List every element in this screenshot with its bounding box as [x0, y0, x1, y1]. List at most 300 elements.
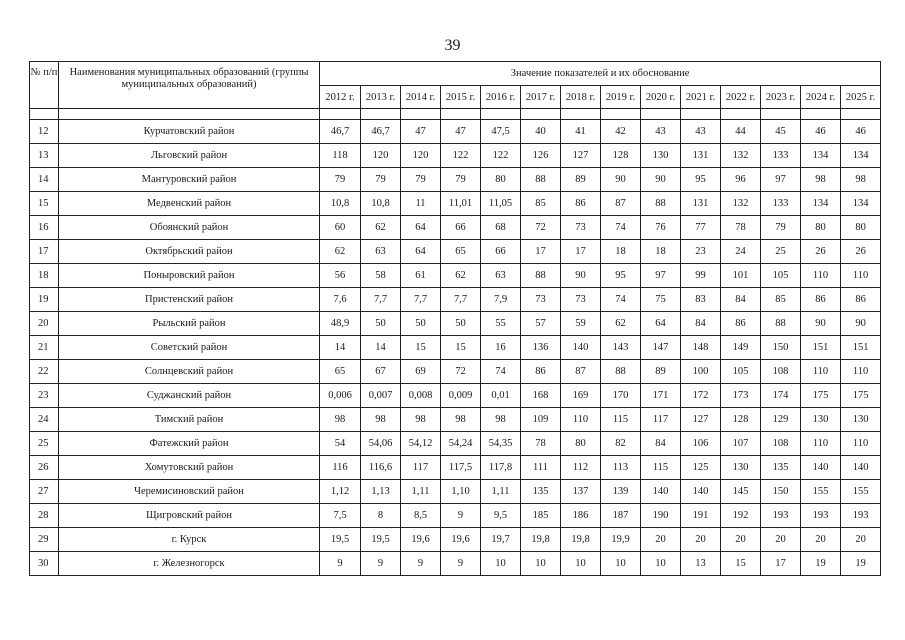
value-cell: 20 — [761, 528, 801, 552]
municipality-name-cell: Черемисиновский район — [59, 480, 320, 504]
value-cell: 17 — [561, 240, 601, 264]
value-cell: 89 — [641, 360, 681, 384]
table-row — [30, 384, 881, 408]
value-cell: 7,5 — [320, 504, 361, 528]
value-cell: 82 — [601, 432, 641, 456]
value-cell: 131 — [681, 192, 721, 216]
row-number-cell: 15 — [30, 192, 59, 216]
municipality-name-cell: Обоянский район — [59, 216, 320, 240]
value-cell: 64 — [401, 240, 441, 264]
value-cell: 151 — [841, 336, 881, 360]
spacer-cell — [59, 109, 320, 120]
value-cell: 97 — [761, 168, 801, 192]
value-cell: 169 — [561, 384, 601, 408]
value-cell: 16 — [481, 336, 521, 360]
value-cell: 18 — [641, 240, 681, 264]
value-cell: 84 — [681, 312, 721, 336]
table-row — [30, 504, 881, 528]
value-cell: 43 — [641, 120, 681, 144]
header-year: 2025 г. — [841, 86, 881, 109]
value-cell: 140 — [641, 480, 681, 504]
value-cell: 85 — [521, 192, 561, 216]
value-cell: 116 — [320, 456, 361, 480]
value-cell: 139 — [601, 480, 641, 504]
value-cell: 8,5 — [401, 504, 441, 528]
row-number-cell: 29 — [30, 528, 59, 552]
value-cell: 46 — [841, 120, 881, 144]
spacer-cell — [320, 109, 361, 120]
value-cell: 105 — [721, 360, 761, 384]
value-cell: 90 — [601, 168, 641, 192]
value-cell: 105 — [761, 264, 801, 288]
value-cell: 62 — [361, 216, 401, 240]
municipality-name-cell: Солнцевский район — [59, 360, 320, 384]
spacer-cell — [481, 109, 521, 120]
value-cell: 140 — [801, 456, 841, 480]
value-cell: 88 — [521, 168, 561, 192]
value-cell: 20 — [641, 528, 681, 552]
value-cell: 110 — [841, 360, 881, 384]
row-number-cell: 23 — [30, 384, 59, 408]
value-cell: 147 — [641, 336, 681, 360]
value-cell: 90 — [841, 312, 881, 336]
header-year: 2024 г. — [801, 86, 841, 109]
value-cell: 24 — [721, 240, 761, 264]
value-cell: 10 — [641, 552, 681, 576]
spacer-cell — [561, 109, 601, 120]
value-cell: 20 — [721, 528, 761, 552]
row-number-cell: 17 — [30, 240, 59, 264]
table-row — [30, 168, 881, 192]
value-cell: 20 — [801, 528, 841, 552]
value-cell: 87 — [601, 192, 641, 216]
value-cell: 50 — [401, 312, 441, 336]
value-cell: 9,5 — [481, 504, 521, 528]
municipality-name-cell: Суджанский район — [59, 384, 320, 408]
value-cell: 1,11 — [481, 480, 521, 504]
header-year: 2016 г. — [481, 86, 521, 109]
value-cell: 79 — [761, 216, 801, 240]
value-cell: 11 — [401, 192, 441, 216]
row-number-cell: 21 — [30, 336, 59, 360]
value-cell: 19,5 — [361, 528, 401, 552]
header-row-number: № п/п — [30, 62, 59, 109]
value-cell: 145 — [721, 480, 761, 504]
value-cell: 110 — [841, 432, 881, 456]
value-cell: 98 — [361, 408, 401, 432]
value-cell: 190 — [641, 504, 681, 528]
row-number-cell: 30 — [30, 552, 59, 576]
value-cell: 11,01 — [441, 192, 481, 216]
value-cell: 86 — [721, 312, 761, 336]
municipality-name-cell: Поныровский район — [59, 264, 320, 288]
value-cell: 137 — [561, 480, 601, 504]
value-cell: 57 — [521, 312, 561, 336]
table-body — [30, 109, 881, 576]
value-cell: 155 — [841, 480, 881, 504]
value-cell: 54,12 — [401, 432, 441, 456]
row-number-cell: 20 — [30, 312, 59, 336]
spacer-cell — [681, 109, 721, 120]
value-cell: 19,7 — [481, 528, 521, 552]
value-cell: 45 — [761, 120, 801, 144]
value-cell: 19 — [841, 552, 881, 576]
row-number-cell: 25 — [30, 432, 59, 456]
value-cell: 60 — [320, 216, 361, 240]
value-cell: 136 — [521, 336, 561, 360]
row-number-cell: 22 — [30, 360, 59, 384]
value-cell: 99 — [681, 264, 721, 288]
value-cell: 1,12 — [320, 480, 361, 504]
value-cell: 122 — [441, 144, 481, 168]
value-cell: 133 — [761, 144, 801, 168]
row-number-cell: 16 — [30, 216, 59, 240]
value-cell: 131 — [681, 144, 721, 168]
value-cell: 85 — [761, 288, 801, 312]
value-cell: 62 — [320, 240, 361, 264]
value-cell: 187 — [601, 504, 641, 528]
value-cell: 98 — [441, 408, 481, 432]
header-year: 2020 г. — [641, 86, 681, 109]
table-row — [30, 288, 881, 312]
value-cell: 132 — [721, 192, 761, 216]
value-cell: 40 — [521, 120, 561, 144]
value-cell: 90 — [641, 168, 681, 192]
value-cell: 46,7 — [361, 120, 401, 144]
value-cell: 175 — [841, 384, 881, 408]
value-cell: 15 — [721, 552, 761, 576]
value-cell: 73 — [561, 216, 601, 240]
value-cell: 19,6 — [401, 528, 441, 552]
value-cell: 10,8 — [320, 192, 361, 216]
value-cell: 1,11 — [401, 480, 441, 504]
value-cell: 18 — [601, 240, 641, 264]
value-cell: 129 — [761, 408, 801, 432]
value-cell: 100 — [681, 360, 721, 384]
spacer-cell — [361, 109, 401, 120]
value-cell: 126 — [521, 144, 561, 168]
value-cell: 50 — [441, 312, 481, 336]
value-cell: 171 — [641, 384, 681, 408]
value-cell: 0,009 — [441, 384, 481, 408]
value-cell: 41 — [561, 120, 601, 144]
value-cell: 25 — [761, 240, 801, 264]
value-cell: 117,5 — [441, 456, 481, 480]
value-cell: 72 — [441, 360, 481, 384]
row-number-cell: 13 — [30, 144, 59, 168]
value-cell: 135 — [521, 480, 561, 504]
value-cell: 88 — [601, 360, 641, 384]
value-cell: 1,10 — [441, 480, 481, 504]
value-cell: 134 — [801, 144, 841, 168]
value-cell: 186 — [561, 504, 601, 528]
spacer-cell — [601, 109, 641, 120]
value-cell: 193 — [841, 504, 881, 528]
value-cell: 120 — [401, 144, 441, 168]
value-cell: 9 — [361, 552, 401, 576]
header-spacer-row — [30, 109, 881, 120]
indicators-table — [29, 61, 881, 576]
value-cell: 15 — [401, 336, 441, 360]
value-cell: 0,01 — [481, 384, 521, 408]
value-cell: 175 — [801, 384, 841, 408]
value-cell: 125 — [681, 456, 721, 480]
table-row — [30, 216, 881, 240]
value-cell: 83 — [681, 288, 721, 312]
value-cell: 10 — [521, 552, 561, 576]
row-number-cell: 18 — [30, 264, 59, 288]
table-row — [30, 408, 881, 432]
municipality-name-cell: Мантуровский район — [59, 168, 320, 192]
value-cell: 84 — [641, 432, 681, 456]
value-cell: 98 — [401, 408, 441, 432]
spacer-cell — [521, 109, 561, 120]
value-cell: 115 — [601, 408, 641, 432]
value-cell: 19,8 — [561, 528, 601, 552]
row-number-cell: 19 — [30, 288, 59, 312]
value-cell: 17 — [761, 552, 801, 576]
value-cell: 79 — [320, 168, 361, 192]
value-cell: 13 — [681, 552, 721, 576]
value-cell: 134 — [841, 144, 881, 168]
value-cell: 132 — [721, 144, 761, 168]
value-cell: 54,35 — [481, 432, 521, 456]
value-cell: 143 — [601, 336, 641, 360]
municipality-name-cell: Фатежский район — [59, 432, 320, 456]
value-cell: 10 — [481, 552, 521, 576]
value-cell: 15 — [441, 336, 481, 360]
value-cell: 8 — [361, 504, 401, 528]
value-cell: 185 — [521, 504, 561, 528]
value-cell: 98 — [320, 408, 361, 432]
value-cell: 140 — [561, 336, 601, 360]
value-cell: 128 — [601, 144, 641, 168]
table-row — [30, 528, 881, 552]
value-cell: 96 — [721, 168, 761, 192]
value-cell: 10 — [561, 552, 601, 576]
value-cell: 110 — [561, 408, 601, 432]
value-cell: 86 — [841, 288, 881, 312]
value-cell: 20 — [841, 528, 881, 552]
value-cell: 72 — [521, 216, 561, 240]
row-number-cell: 14 — [30, 168, 59, 192]
table-row — [30, 336, 881, 360]
value-cell: 86 — [521, 360, 561, 384]
value-cell: 130 — [641, 144, 681, 168]
value-cell: 127 — [561, 144, 601, 168]
municipality-name-cell: Тимский район — [59, 408, 320, 432]
value-cell: 19,5 — [320, 528, 361, 552]
value-cell: 155 — [801, 480, 841, 504]
table-row — [30, 264, 881, 288]
value-cell: 62 — [441, 264, 481, 288]
table-row — [30, 360, 881, 384]
header-year: 2013 г. — [361, 86, 401, 109]
value-cell: 17 — [521, 240, 561, 264]
table-row — [30, 312, 881, 336]
value-cell: 44 — [721, 120, 761, 144]
value-cell: 7,6 — [320, 288, 361, 312]
value-cell: 66 — [441, 216, 481, 240]
value-cell: 84 — [721, 288, 761, 312]
spacer-cell — [761, 109, 801, 120]
value-cell: 130 — [721, 456, 761, 480]
value-cell: 87 — [561, 360, 601, 384]
value-cell: 69 — [401, 360, 441, 384]
value-cell: 112 — [561, 456, 601, 480]
header-year: 2014 г. — [401, 86, 441, 109]
spacer-cell — [641, 109, 681, 120]
value-cell: 0,007 — [361, 384, 401, 408]
value-cell: 19 — [801, 552, 841, 576]
value-cell: 130 — [841, 408, 881, 432]
value-cell: 148 — [681, 336, 721, 360]
spacer-cell — [441, 109, 481, 120]
spacer-cell — [30, 109, 59, 120]
value-cell: 95 — [681, 168, 721, 192]
value-cell: 110 — [801, 360, 841, 384]
value-cell: 80 — [801, 216, 841, 240]
value-cell: 47 — [401, 120, 441, 144]
value-cell: 109 — [521, 408, 561, 432]
value-cell: 90 — [561, 264, 601, 288]
value-cell: 120 — [361, 144, 401, 168]
value-cell: 20 — [681, 528, 721, 552]
value-cell: 135 — [761, 456, 801, 480]
value-cell: 170 — [601, 384, 641, 408]
value-cell: 193 — [761, 504, 801, 528]
value-cell: 54 — [320, 432, 361, 456]
value-cell: 79 — [441, 168, 481, 192]
value-cell: 26 — [801, 240, 841, 264]
value-cell: 77 — [681, 216, 721, 240]
value-cell: 106 — [681, 432, 721, 456]
value-cell: 149 — [721, 336, 761, 360]
value-cell: 134 — [801, 192, 841, 216]
value-cell: 130 — [801, 408, 841, 432]
header-year: 2021 г. — [681, 86, 721, 109]
value-cell: 55 — [481, 312, 521, 336]
value-cell: 65 — [320, 360, 361, 384]
value-cell: 98 — [481, 408, 521, 432]
table-row — [30, 120, 881, 144]
value-cell: 56 — [320, 264, 361, 288]
header-year: 2017 г. — [521, 86, 561, 109]
value-cell: 14 — [361, 336, 401, 360]
header-year: 2012 г. — [320, 86, 361, 109]
value-cell: 63 — [361, 240, 401, 264]
header-year: 2018 г. — [561, 86, 601, 109]
value-cell: 140 — [681, 480, 721, 504]
value-cell: 1,13 — [361, 480, 401, 504]
header-year: 2015 г. — [441, 86, 481, 109]
value-cell: 67 — [361, 360, 401, 384]
value-cell: 80 — [481, 168, 521, 192]
value-cell: 47,5 — [481, 120, 521, 144]
municipality-name-cell: Советский район — [59, 336, 320, 360]
header-year: 2019 г. — [601, 86, 641, 109]
value-cell: 54,06 — [361, 432, 401, 456]
municipality-name-cell: г. Железногорск — [59, 552, 320, 576]
value-cell: 7,7 — [401, 288, 441, 312]
value-cell: 26 — [841, 240, 881, 264]
value-cell: 108 — [761, 360, 801, 384]
table-row — [30, 240, 881, 264]
value-cell: 108 — [761, 432, 801, 456]
value-cell: 61 — [401, 264, 441, 288]
municipality-name-cell: Льговский район — [59, 144, 320, 168]
value-cell: 88 — [761, 312, 801, 336]
municipality-name-cell: Рыльский район — [59, 312, 320, 336]
municipality-name-cell: Щигровский район — [59, 504, 320, 528]
value-cell: 46,7 — [320, 120, 361, 144]
value-cell: 98 — [841, 168, 881, 192]
value-cell: 9 — [441, 504, 481, 528]
row-number-cell: 26 — [30, 456, 59, 480]
value-cell: 168 — [521, 384, 561, 408]
value-cell: 79 — [401, 168, 441, 192]
value-cell: 140 — [841, 456, 881, 480]
value-cell: 54,24 — [441, 432, 481, 456]
value-cell: 107 — [721, 432, 761, 456]
table-row — [30, 144, 881, 168]
value-cell: 9 — [441, 552, 481, 576]
row-number-cell: 12 — [30, 120, 59, 144]
value-cell: 115 — [641, 456, 681, 480]
value-cell: 90 — [801, 312, 841, 336]
value-cell: 74 — [601, 216, 641, 240]
value-cell: 116,6 — [361, 456, 401, 480]
municipality-name-cell: г. Курск — [59, 528, 320, 552]
value-cell: 78 — [521, 432, 561, 456]
value-cell: 117 — [641, 408, 681, 432]
value-cell: 110 — [841, 264, 881, 288]
spacer-cell — [721, 109, 761, 120]
value-cell: 14 — [320, 336, 361, 360]
value-cell: 58 — [361, 264, 401, 288]
value-cell: 133 — [761, 192, 801, 216]
value-cell: 10 — [601, 552, 641, 576]
value-cell: 150 — [761, 336, 801, 360]
value-cell: 42 — [601, 120, 641, 144]
row-number-cell: 28 — [30, 504, 59, 528]
municipality-name-cell: Пристенский район — [59, 288, 320, 312]
value-cell: 64 — [641, 312, 681, 336]
value-cell: 110 — [801, 432, 841, 456]
value-cell: 78 — [721, 216, 761, 240]
value-cell: 19,8 — [521, 528, 561, 552]
spacer-cell — [801, 109, 841, 120]
table-row — [30, 480, 881, 504]
value-cell: 10,8 — [361, 192, 401, 216]
header-municipality-name: Наименования муниципальных образований (группы муниципальных образований) — [59, 62, 320, 109]
value-cell: 88 — [641, 192, 681, 216]
value-cell: 73 — [521, 288, 561, 312]
header-year: 2022 г. — [721, 86, 761, 109]
value-cell: 80 — [561, 432, 601, 456]
value-cell: 74 — [481, 360, 521, 384]
value-cell: 46 — [801, 120, 841, 144]
spacer-cell — [401, 109, 441, 120]
value-cell: 68 — [481, 216, 521, 240]
value-cell: 172 — [681, 384, 721, 408]
value-cell: 173 — [721, 384, 761, 408]
value-cell: 191 — [681, 504, 721, 528]
table-row — [30, 552, 881, 576]
value-cell: 79 — [361, 168, 401, 192]
value-cell: 117,8 — [481, 456, 521, 480]
value-cell: 9 — [401, 552, 441, 576]
